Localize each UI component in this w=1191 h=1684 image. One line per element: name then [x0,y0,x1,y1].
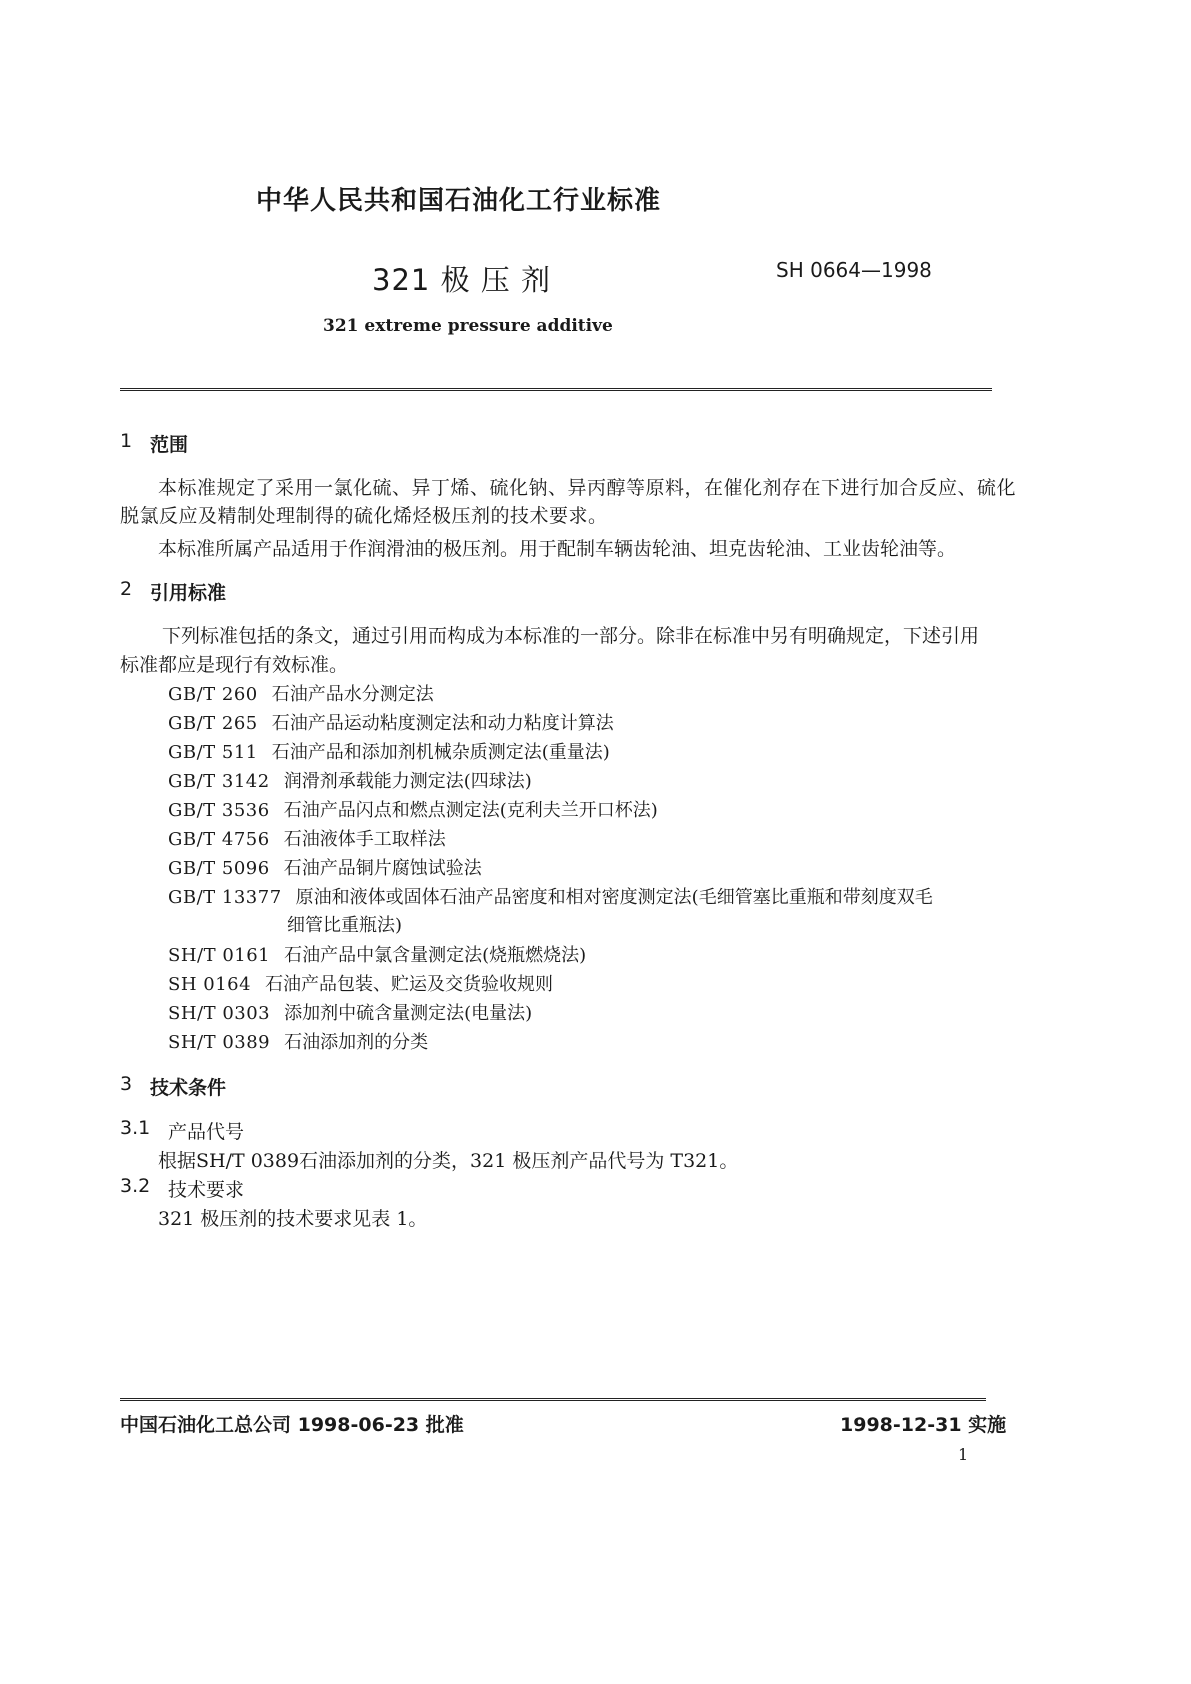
section-1-paragraph-1b: 脱氯反应及精制处理制得的硫化烯烃极压剂的技术要求。 [120,505,608,527]
reference-title: 石油产品闪点和燃点测定法(克利夫兰开口杯法) [283,800,658,821]
reference-title: 石油液体手工取样法 [283,829,446,850]
reference-item [168,941,586,967]
reference-code: GB/T 260 [168,684,258,705]
reference-code: SH/T 0161 [168,945,271,966]
reference-code: GB/T 3142 [168,771,270,792]
reference-title: 石油产品运动粘度测定法和动力粘度计算法 [271,713,614,734]
reference-title-continuation: 细管比重瓶法) [287,915,403,936]
section-1-title: 范围 [150,434,189,456]
doc-title: 321 极 压 剂 [372,263,552,297]
section-2-paragraph-b: 标准都应是现行有效标准。 [120,654,349,676]
standard-number: SH 0664—1998 [776,258,932,282]
reference-code: GB/T 5096 [168,858,270,879]
reference-title: 石油添加剂的分类 [284,1032,429,1053]
reference-item [168,796,658,822]
reference-code: GB/T 13377 [168,887,282,908]
reference-title: 石油产品和添加剂机械杂质测定法(重量法) [271,742,610,763]
section-3-title: 技术条件 [150,1077,227,1099]
reference-item [168,738,610,764]
section-2-number: 2 [120,578,133,600]
reference-title: 石油产品水分测定法 [271,684,434,705]
page-number: 1 [958,1445,969,1464]
subsection-3-1-title: 产品代号 [168,1121,245,1143]
section-1-paragraph-1a: 本标准规定了采用一氯化硫、异丁烯、硫化钠、异丙醇等原料，在催化剂存在下进行加合反应、硫化 [158,477,1017,499]
reference-item [168,1028,428,1054]
reference-item [168,709,614,735]
reference-item [168,970,553,996]
section-2-paragraph-a: 下列标准包括的条文，通过引用而构成为本标准的一部分。除非在标准中另有明确规定，下述引用 [162,625,980,647]
section-2-title: 引用标准 [150,582,227,604]
reference-title: 原油和液体或固体石油产品密度和相对密度测定法(毛细管塞比重瓶和带刻度双毛 [295,887,933,908]
reference-code: SH/T 0389 [168,1032,271,1053]
reference-title: 石油产品铜片腐蚀试验法 [283,858,482,879]
reference-code: GB/T 511 [168,742,258,763]
approval-line: 中国石油化工总公司 1998-06-23 批准 [120,1414,464,1436]
reference-item [168,854,482,880]
reference-code: SH/T 0303 [168,1003,271,1024]
reference-code: GB/T 265 [168,713,258,734]
reference-title: 添加剂中硫含量测定法(电量法) [284,1003,533,1024]
section-1-number: 1 [120,430,133,452]
reference-code: GB/T 3536 [168,800,270,821]
reference-item [168,680,434,706]
subsection-3-2-title: 技术要求 [168,1179,245,1201]
reference-item [168,825,446,851]
reference-title: 石油产品中氯含量测定法(烧瓶燃烧法) [284,945,587,966]
subsection-3-1-number: 3.1 [120,1117,151,1139]
subsection-3-2-number: 3.2 [120,1175,151,1197]
subsection-3-2-text: 321 极压剂的技术要求见表 1。 [158,1208,428,1230]
footer-rule [120,1398,986,1401]
header-rule [120,388,992,391]
section-1-paragraph-2: 本标准所属产品适用于作润滑油的极压剂。用于配制车辆齿轮油、坦克齿轮油、工业齿轮油等。 [158,538,957,560]
reference-item [168,767,532,793]
reference-code: SH 0164 [168,974,252,995]
org-title: 中华人民共和国石油化工行业标准 [256,186,662,216]
doc-title-english: 321 extreme pressure additive [323,316,613,336]
reference-item [168,883,933,909]
reference-title: 石油产品包装、贮运及交货验收规则 [265,974,554,995]
reference-item [168,999,532,1025]
subsection-3-1-text: 根据SH/T 0389石油添加剂的分类，321 极压剂产品代号为 T321。 [158,1150,739,1172]
section-3-number: 3 [120,1073,133,1095]
effective-date-line: 1998-12-31 实施 [840,1414,1007,1436]
reference-code: GB/T 4756 [168,829,270,850]
reference-title: 润滑剂承载能力测定法(四球法) [283,771,532,792]
